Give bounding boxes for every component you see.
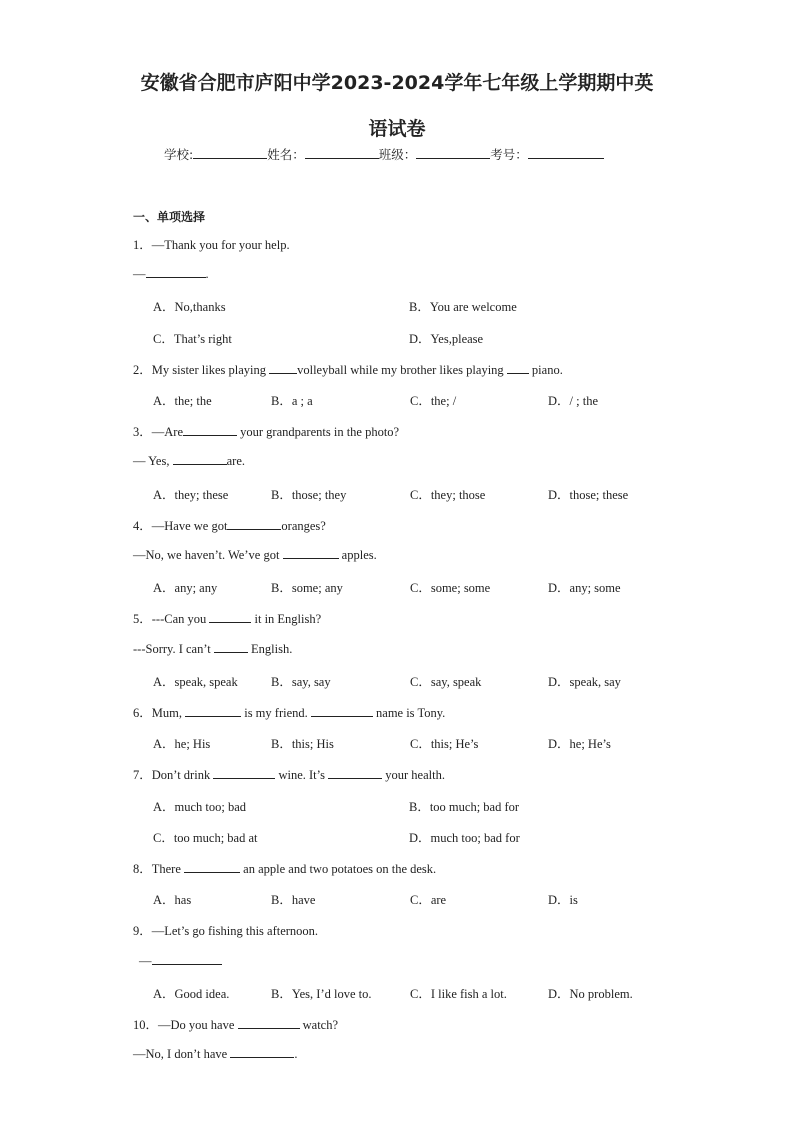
question-4-stem: 4．—Have we got oranges? — [133, 519, 326, 533]
student-info-row — [164, 145, 604, 163]
question-7-option-c[interactable]: C．too much; bad at — [153, 831, 258, 845]
number-blank — [528, 145, 604, 159]
question-5-option-b[interactable]: B．say, say — [271, 675, 331, 689]
section-heading: 一、单项选择 — [133, 210, 206, 224]
question-5-option-a[interactable]: A．speak, speak — [153, 675, 238, 689]
question-2-option-d[interactable]: D．/ ; the — [548, 394, 598, 408]
question-2-option-b[interactable]: B．a ; a — [271, 394, 313, 408]
question-9-option-b[interactable]: B．Yes, I’d love to. — [271, 987, 372, 1001]
question-4-option-a[interactable]: A．any; any — [153, 581, 218, 595]
question-1-stem: 1．—Thank you for your help. — [133, 238, 290, 252]
question-2-option-c[interactable]: C．the; / — [410, 394, 457, 408]
question-2-option-a[interactable]: A．the; the — [153, 394, 212, 408]
question-9-option-a[interactable]: A．Good idea. — [153, 987, 230, 1001]
question-1-option-b[interactable]: B．You are welcome — [409, 300, 517, 314]
question-1-answer-line: — . — [133, 267, 209, 281]
question-10-stem-reply: —No, I don’t have . — [133, 1047, 298, 1061]
question-6-option-a[interactable]: A．he; His — [153, 737, 211, 751]
question-1-option-a[interactable]: A．No,thanks — [153, 300, 226, 314]
question-3-stem: 3．—Are your grandparents in the photo? — [133, 425, 400, 439]
question-5-option-c[interactable]: C．say, speak — [410, 675, 482, 689]
name-blank — [305, 145, 379, 159]
school-blank — [193, 145, 267, 159]
question-3-option-b[interactable]: B．those; they — [271, 488, 347, 502]
question-9-option-c[interactable]: C．I like fish a lot. — [410, 987, 507, 1001]
question-7-option-a[interactable]: A．much too; bad — [153, 800, 247, 814]
class-blank — [416, 145, 490, 159]
number-label: 考号： — [490, 147, 528, 162]
question-6-option-d[interactable]: D．he; He’s — [548, 737, 611, 751]
class-label: 班级： — [378, 147, 417, 162]
question-6-option-b[interactable]: B．this; His — [271, 737, 334, 751]
question-8-option-c[interactable]: C．are — [410, 893, 447, 907]
question-8-stem: 8．There an apple and two potatoes on the desk. — [133, 862, 437, 876]
question-8-option-b[interactable]: B．have — [271, 893, 316, 907]
question-5-stem: 5．---Can you it in English? — [133, 612, 322, 626]
exam-title-line1: 安徽省合肥市庐阳中学2023-2024学年七年级上学期期中英 — [140, 72, 654, 94]
question-3-stem-reply: — Yes, are. — [133, 454, 245, 468]
question-1-option-c[interactable]: C．That’s right — [153, 332, 232, 346]
question-3-option-a[interactable]: A．they; these — [153, 488, 229, 502]
question-9-answer-line: — — [139, 953, 222, 969]
school-label: 学校: — [164, 147, 194, 162]
question-2-stem: 2．My sister likes playing volleyball while my brother likes playing piano. — [133, 363, 563, 377]
exam-title-line2: 语试卷 — [368, 118, 426, 140]
question-9-option-d[interactable]: D．No problem. — [548, 987, 633, 1001]
question-7-stem: 7．Don’t drink wine. It’s your health. — [133, 768, 445, 782]
question-6-option-c[interactable]: C．this; He’s — [410, 737, 479, 751]
question-10-stem: 10．—Do you have watch? — [133, 1018, 339, 1032]
question-7-option-d[interactable]: D．much too; bad for — [409, 831, 520, 845]
question-4-option-c[interactable]: C．some; some — [410, 581, 491, 595]
question-8-option-d[interactable]: D．is — [548, 893, 578, 907]
question-8-option-a[interactable]: A．has — [153, 893, 192, 907]
question-3-option-c[interactable]: C．they; those — [410, 488, 486, 502]
question-5-option-d[interactable]: D．speak, say — [548, 675, 621, 689]
question-7-option-b[interactable]: B．too much; bad for — [409, 800, 520, 814]
question-6-stem: 6．Mum, is my friend. name is Tony. — [133, 706, 446, 720]
question-9-stem: 9．—Let’s go fishing this afternoon. — [133, 924, 319, 938]
question-4-option-d[interactable]: D．any; some — [548, 581, 621, 595]
question-3-option-d[interactable]: D．those; these — [548, 488, 629, 502]
question-1-option-d[interactable]: D．Yes,please — [409, 332, 484, 346]
question-4-option-b[interactable]: B．some; any — [271, 581, 343, 595]
question-5-stem-reply: ---Sorry. I can’t English. — [133, 642, 293, 656]
name-label: 姓名： — [267, 147, 305, 162]
question-4-stem-reply: —No, we haven’t. We’ve got apples. — [133, 548, 377, 562]
